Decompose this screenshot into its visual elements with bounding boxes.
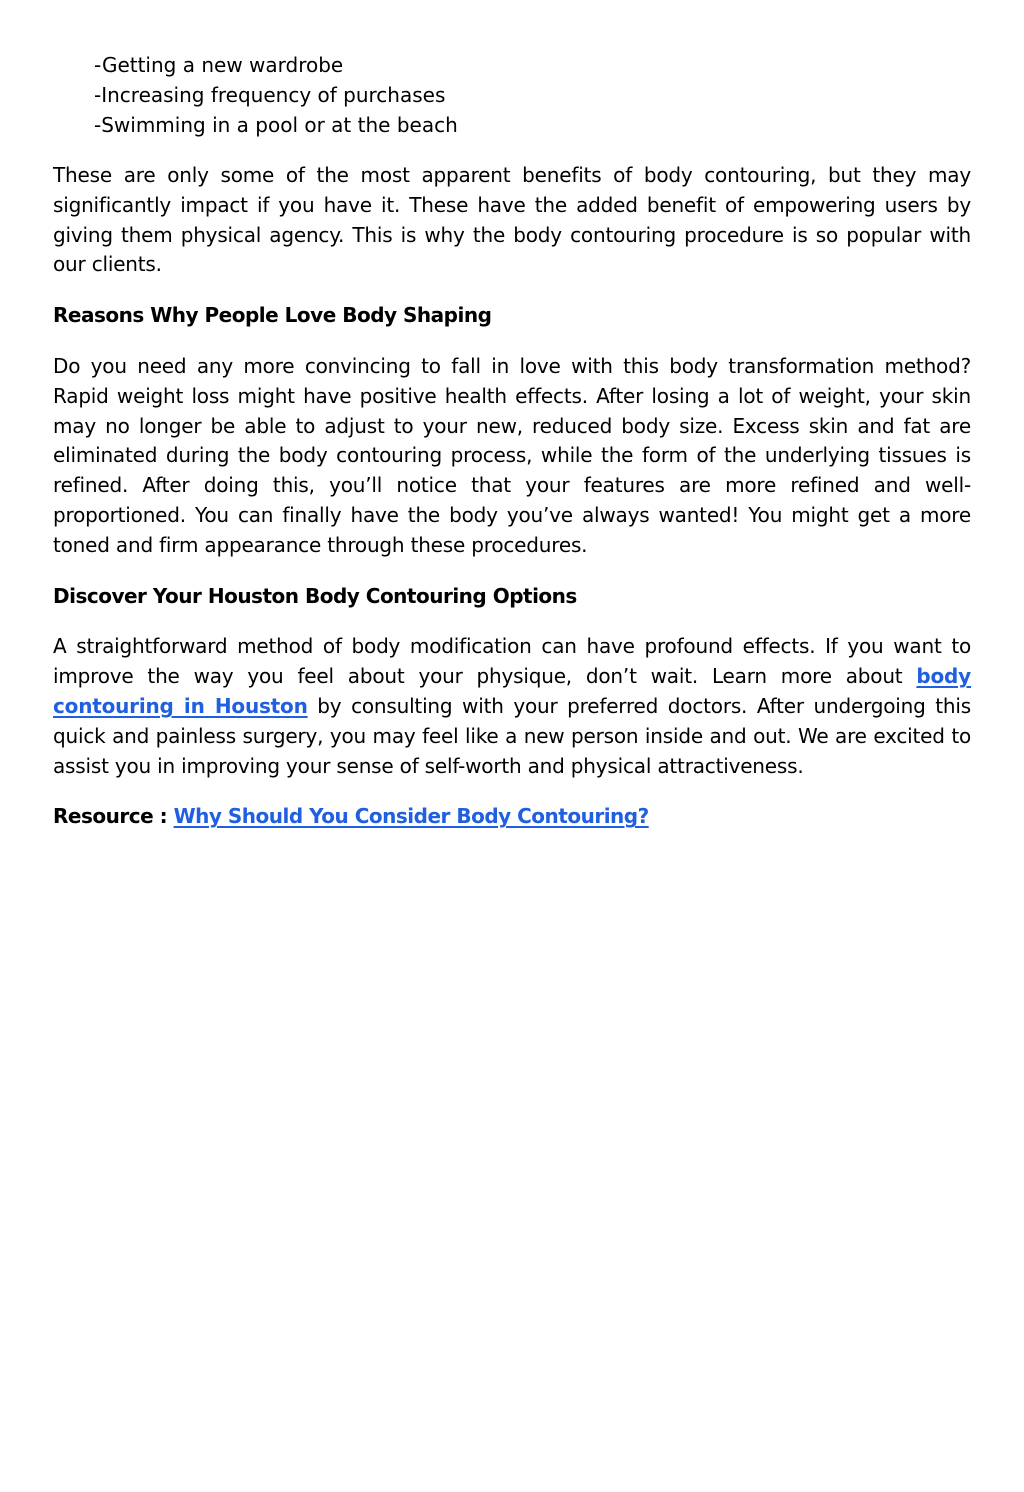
resource-link[interactable]: Why Should You Consider Body Contouring? (173, 804, 649, 829)
list-item: -Increasing frequency of purchases (94, 83, 446, 107)
options-text-after-link: by consulting with your preferred doctors. After undergoing this quick and painless surgery, you may feel like a new person inside and out. We are excited to assist you in improving your sense of self-worth and physical attractiveness. (53, 693, 971, 778)
options-text-before-link: A straightforward method of body modification can have profound effects. If you want to improve the way you feel about your physique, don’t wait. Learn more about (53, 634, 971, 689)
document-page (53, 50, 971, 832)
section-heading-reasons: Reasons Why People Love Body Shaping (53, 303, 492, 328)
resource-label: Resource : (53, 804, 174, 829)
benefits-list (53, 50, 971, 140)
reasons-paragraph: Do you need any more convincing to fall in love with this body transformation method? Rapid weight loss might have positive health effects. After losing a lot of weight, your skin may no longer be able to adjust to your new, reduced body size. Excess skin and fat are eliminated during the body contouring process, while the form of the underlying tissues is refined. After doing this, you’ll notice that your features are more refined and well-proportioned. You can finally have the body you’ve always wanted! You might get a more toned and firm appearance through these procedures. (53, 353, 971, 557)
section-heading-options: Discover Your Houston Body Contouring Options (53, 583, 577, 608)
options-paragraph (53, 632, 971, 781)
list-item: -Getting a new wardrobe (94, 53, 344, 77)
body-contouring-houston-link[interactable]: body contouring in Houston (53, 664, 971, 718)
intro-paragraph: These are only some of the most apparent benefits of body contouring, but they may significantly impact if you have it. These have the added benefit of empowering users by giving them physical agency. This is why the body contouring procedure is so popular with our clients. (53, 163, 971, 277)
resource-line (53, 802, 971, 832)
list-item: -Swimming in a pool or at the beach (94, 113, 458, 137)
